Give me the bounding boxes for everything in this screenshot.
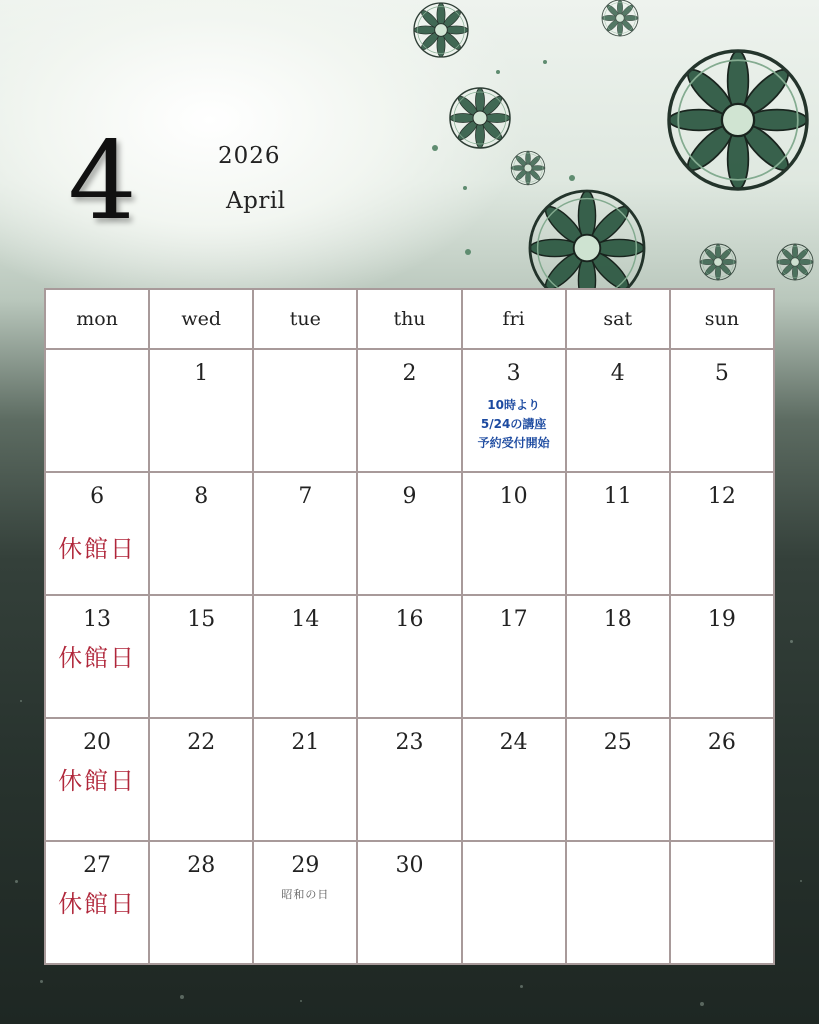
day-cell (253, 595, 357, 718)
closed-day-note: 休館日 (58, 767, 137, 795)
weekday-sun: sun (670, 289, 774, 349)
day-cell-empty (253, 349, 357, 472)
day-cell (462, 718, 566, 841)
day-cell (357, 718, 461, 841)
weekday-wed: wed (149, 289, 253, 349)
day-number: 25 (603, 730, 632, 755)
day-cell (253, 472, 357, 595)
day-number: 4 (610, 361, 625, 386)
calendar-grid (44, 288, 775, 965)
day-cell (670, 472, 774, 595)
weekday-tue: tue (253, 289, 357, 349)
day-number: 14 (291, 607, 320, 632)
day-cell (357, 349, 461, 472)
holiday-label: 昭和の日 (281, 888, 330, 901)
day-cell (149, 718, 253, 841)
day-number: 27 (83, 853, 112, 878)
week-row (45, 718, 774, 841)
day-number: 13 (83, 607, 112, 632)
day-number: 3 (506, 361, 521, 386)
weekday-mon: mon (45, 289, 149, 349)
weekday-header-row (45, 289, 774, 349)
weekday-sat: sat (566, 289, 670, 349)
day-cell (253, 841, 357, 964)
event-line: 予約受付開始 (477, 436, 550, 450)
day-number: 6 (90, 484, 105, 509)
day-number: 2 (402, 361, 417, 386)
day-cell (45, 472, 149, 595)
day-cell (670, 595, 774, 718)
day-cell-empty (566, 841, 670, 964)
day-cell-empty (462, 841, 566, 964)
day-number: 20 (83, 730, 112, 755)
day-number: 11 (603, 484, 632, 509)
day-number: 9 (402, 484, 417, 509)
day-cell (357, 595, 461, 718)
day-cell (566, 595, 670, 718)
day-cell (357, 472, 461, 595)
week-row (45, 595, 774, 718)
day-cell-empty (45, 349, 149, 472)
week-row (45, 841, 774, 964)
day-cell (45, 718, 149, 841)
day-number: 5 (714, 361, 729, 386)
day-number: 7 (298, 484, 313, 509)
week-row (45, 472, 774, 595)
event-line: 5/24の講座 (480, 417, 547, 431)
closed-day-note: 休館日 (58, 535, 137, 563)
day-cell (357, 841, 461, 964)
day-number: 19 (707, 607, 736, 632)
day-number: 8 (194, 484, 209, 509)
day-cell (45, 595, 149, 718)
day-number: 10 (499, 484, 528, 509)
day-number: 18 (603, 607, 632, 632)
weekday-fri: fri (462, 289, 566, 349)
week-row (45, 349, 774, 472)
day-number: 26 (707, 730, 736, 755)
day-cell (566, 718, 670, 841)
day-number: 24 (499, 730, 528, 755)
closed-day-note: 休館日 (58, 890, 137, 918)
day-number: 16 (395, 607, 424, 632)
day-cell (670, 718, 774, 841)
day-number: 15 (187, 607, 216, 632)
day-number: 21 (291, 730, 320, 755)
day-number: 28 (187, 853, 216, 878)
day-number: 23 (395, 730, 424, 755)
month-number: 4 (68, 119, 137, 244)
day-number: 29 (291, 853, 320, 878)
day-number: 22 (187, 730, 216, 755)
day-cell-empty (670, 841, 774, 964)
day-cell (462, 472, 566, 595)
day-cell (149, 472, 253, 595)
event-note (463, 396, 565, 453)
month-name-label: April (226, 188, 286, 214)
day-cell (670, 349, 774, 472)
day-cell (149, 349, 253, 472)
year-label: 2026 (218, 143, 281, 169)
day-cell (462, 349, 566, 472)
day-number: 17 (499, 607, 528, 632)
day-number: 12 (707, 484, 736, 509)
day-number: 30 (395, 853, 424, 878)
weekday-thu: thu (357, 289, 461, 349)
day-cell (45, 841, 149, 964)
day-cell (566, 472, 670, 595)
day-cell (149, 595, 253, 718)
day-cell (253, 718, 357, 841)
day-cell (462, 595, 566, 718)
day-cell (149, 841, 253, 964)
day-number: 1 (194, 361, 209, 386)
event-line: 10時より (487, 398, 540, 412)
closed-day-note: 休館日 (58, 644, 137, 672)
day-cell (566, 349, 670, 472)
